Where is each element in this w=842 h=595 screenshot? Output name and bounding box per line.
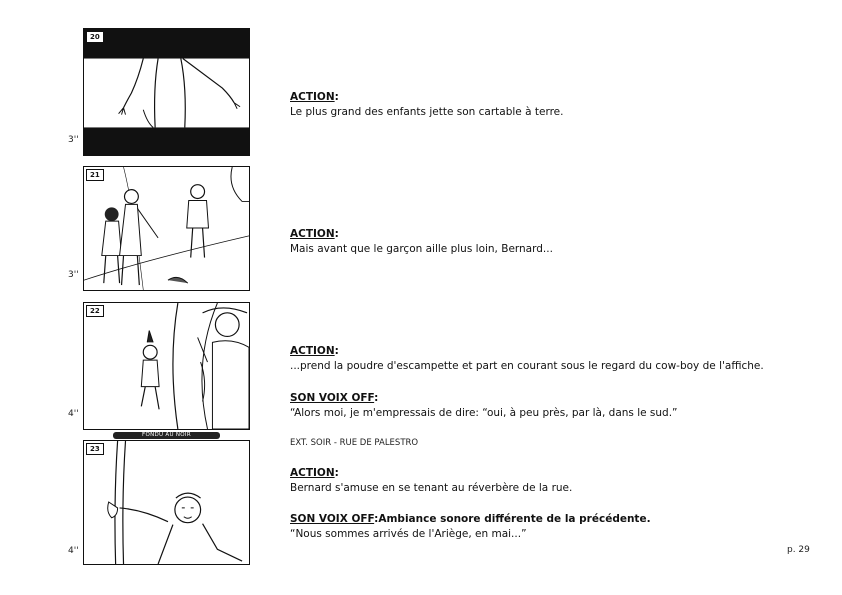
voice-off-block: SON VOIX OFF:Ambiance sonore différente de la précédente. “Nous sommes arrivés de l'Ariège, en mai...” [290,513,651,540]
storyboard-panel-21 [83,166,250,291]
panel-number: 22 [86,305,104,317]
block-text: Le plus grand des enfants jette son cartable à terre. [290,106,564,118]
block-text: “Alors moi, je m'empressais de dire: “oui, à peu près, par là, dans le sud.” [290,407,678,419]
block-text: Mais avant que le garçon aille plus loin, Bernard... [290,243,553,255]
sketch-child-dropping-bag [84,29,249,155]
panel-duration: 4'' [68,409,79,419]
sketch-boy-lamppost [84,441,249,564]
page-number: p. 29 [787,545,810,555]
block-label: ACTION [290,228,335,240]
panel-number: 20 [86,31,104,43]
sketch-children-street [84,167,249,290]
storyboard-panel-22 [83,302,250,430]
scene-heading: EXT. SOIR - RUE DE PALESTRO [290,438,419,448]
panel-duration: 3'' [68,270,79,280]
panel-duration: 4'' [68,546,79,556]
voice-off-block: SON VOIX OFF: “Alors moi, je m'empressais de dire: “oui, à peu près, par là, dans le sud.” [290,392,678,419]
storyboard-panel-20 [83,28,250,156]
block-label: ACTION [290,467,335,479]
action-block: ACTION: Mais avant que le garçon aille plus loin, Bernard... [290,228,553,255]
panel-number: 23 [86,443,104,455]
action-block: ACTION: Bernard s'amuse en se tenant au réverbère de la rue. [290,467,573,494]
action-block: ACTION: Le plus grand des enfants jette son cartable à terre. [290,91,564,118]
action-block: ACTION: ...prend la poudre d'escampette et part en courant sous le regard du cow-boy de l'affiche. [290,345,764,372]
block-label: ACTION [290,345,335,357]
panel-duration: 3'' [68,135,79,145]
block-text: Bernard s'amuse en se tenant au réverbère de la rue. [290,482,573,494]
block-text: ...prend la poudre d'escampette et part en courant sous le regard du cow-boy de l'affiche. [290,360,764,372]
block-label: SON VOIX OFF [290,392,375,404]
storyboard-panel-23 [83,440,250,565]
block-label: ACTION [290,91,335,103]
sketch-running-boy-poster [84,303,249,429]
block-label: SON VOIX OFF [290,513,375,525]
block-text: “Nous sommes arrivés de l'Ariège, en mai...” [290,528,527,540]
block-inline-note: Ambiance sonore différente de la précédente. [378,513,651,525]
transition-label: FONDU AU NOIR [113,432,220,439]
panel-number: 21 [86,169,104,181]
